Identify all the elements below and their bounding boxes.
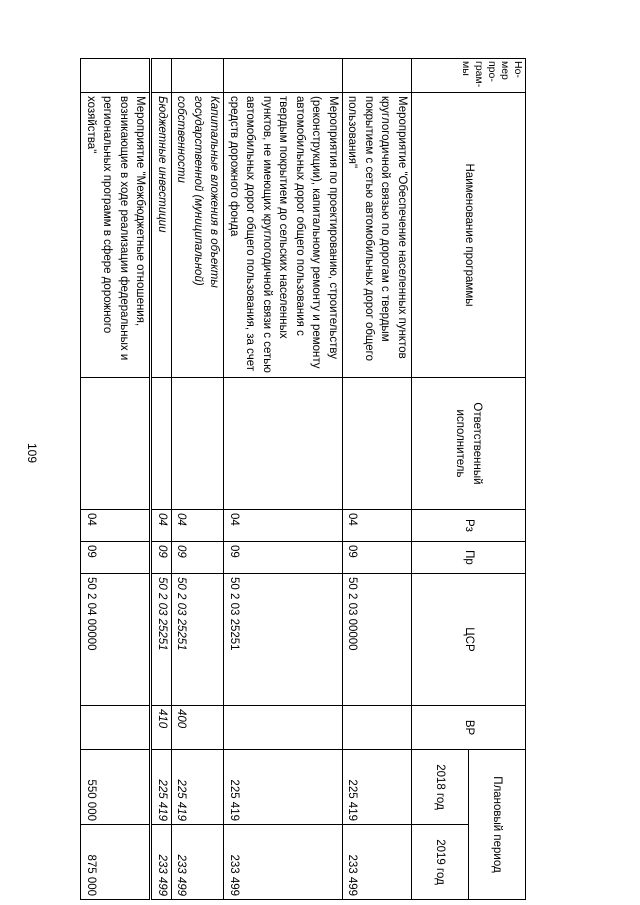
cell-2019: 233 499: [151, 825, 172, 900]
cell-csr: 50 2 03 25251: [172, 574, 225, 706]
cell-pr: 09: [224, 542, 343, 574]
cell-program-name: Мероприятие "Межбюджетные отношения, возникающие в ходе реализации федеральных и региональных программ в сфере дорожного хозяйства": [81, 93, 151, 378]
table-row: [343, 59, 412, 900]
cell-2018: 225 419: [224, 750, 343, 825]
cell-2019: 233 499: [172, 825, 225, 900]
header-planned-period: Плановый период: [469, 750, 526, 900]
cell-2019: 875 000: [81, 825, 151, 900]
cell-vr: [81, 706, 151, 750]
table-row: [151, 59, 172, 900]
cell-vr: 400: [172, 706, 225, 750]
cell-number: [343, 59, 412, 93]
cell-2019: 233 499: [343, 825, 412, 900]
cell-rz: 04: [343, 510, 412, 542]
header-year-2018: 2018 год: [412, 750, 469, 825]
cell-program-name: Мероприятия по проектированию, строительству (реконструкции), капитальному ремонту и ремонту автомобильных дорог общего пользования с твердым покрытием до сельских населенных пунктов, не имеющих круглогодичной связи с сетью автомобильных дорог общего пользования, за счет средств дорожного фонда: [224, 93, 343, 378]
cell-executor: [224, 378, 343, 510]
cell-csr: 50 2 03 25251: [224, 574, 343, 706]
cell-number: [224, 59, 343, 93]
cell-pr: 09: [151, 542, 172, 574]
cell-executor: [172, 378, 225, 510]
cell-rz: 04: [151, 510, 172, 542]
cell-2018: 225 419: [172, 750, 225, 825]
cell-executor: [151, 378, 172, 510]
header-program-name: Наименование программы: [412, 93, 526, 378]
cell-rz: 04: [81, 510, 151, 542]
cell-rz: 04: [172, 510, 225, 542]
header-program-number: Но-мер про-грам-мы: [412, 59, 526, 93]
cell-csr: 50 2 03 25251: [151, 574, 172, 706]
header-year-2019: 2019 год: [412, 825, 469, 900]
cell-executor: [81, 378, 151, 510]
cell-pr: 09: [81, 542, 151, 574]
cell-pr: 09: [172, 542, 225, 574]
cell-vr: [224, 706, 343, 750]
header-executor: Ответственный исполнитель: [412, 378, 526, 510]
cell-csr: 50 2 04 00000: [81, 574, 151, 706]
cell-program-name: Капитальные вложения в объекты государственной (муниципальной) собственности: [172, 93, 225, 378]
cell-number: [172, 59, 225, 93]
header-pr: Пр: [412, 542, 526, 574]
cell-executor: [343, 378, 412, 510]
table-row: [172, 59, 225, 900]
cell-program-name: Мероприятие "Обеспечение населенных пунктов круглогодичной связью по дорогам с твердым покрытием с сетью автомобильных дорог общего пользования": [343, 93, 412, 378]
cell-vr: [343, 706, 412, 750]
cell-2018: 225 419: [151, 750, 172, 825]
cell-rz: 04: [224, 510, 343, 542]
cell-pr: 09: [343, 542, 412, 574]
table-row: [81, 59, 151, 900]
cell-vr: 410: [151, 706, 172, 750]
cell-program-name: Бюджетные инвестиции: [151, 93, 172, 378]
header-csr: ЦСР: [412, 574, 526, 706]
rotated-table-container: [72, 58, 526, 897]
cell-number: [151, 59, 172, 93]
cell-number: [81, 59, 151, 93]
cell-csr: 50 2 03 00000: [343, 574, 412, 706]
cell-2019: 233 499: [224, 825, 343, 900]
table-row: [224, 59, 343, 900]
cell-2018: 225 419: [343, 750, 412, 825]
cell-2018: 550 000: [81, 750, 151, 825]
header-vr: ВР: [412, 706, 526, 750]
budget-program-table: [81, 58, 527, 900]
header-rz: Рз: [412, 510, 526, 542]
page-number: 109: [25, 442, 39, 464]
